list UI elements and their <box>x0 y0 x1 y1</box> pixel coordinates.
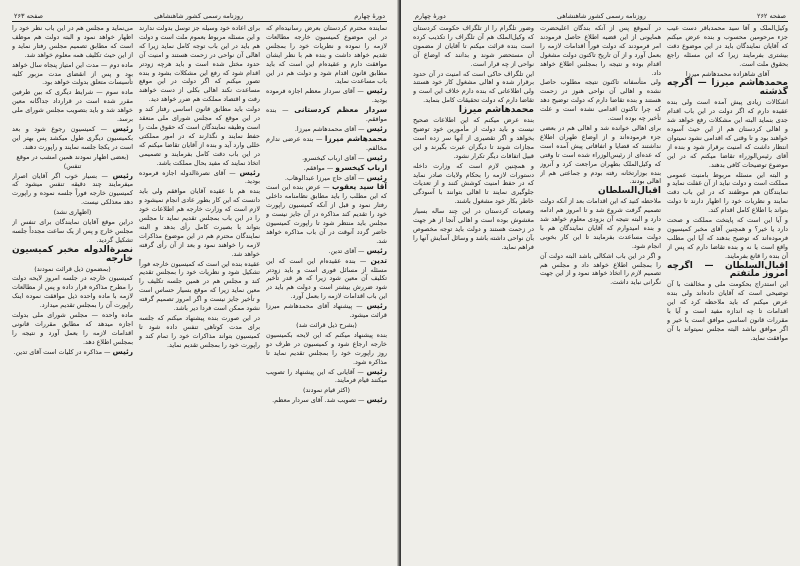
text-column <box>667 24 788 554</box>
speaker-name: رئیس <box>366 301 387 311</box>
paragraph: این استدراج بحکومت ملی و مخالفت با آن توضیحی است که آقایان داده‌اند ولی بنده عرض میکنم که باید ملاحظه کرد که این اقدامات تا چه اندازه مفید است و آیا با مقررات قانون اساسی موافق است یا خیر و اگر موافق نباشد البته مجلس نمیتواند با آن موافقت نماید. <box>667 280 788 342</box>
centered-note: (بعضی اظهار نمودند همین امشب در موقع تنفس) <box>16 152 129 170</box>
paragraph: نماینده محترم کردستان بعرض رسانیده‌ام که در این موضوع کمیسیون خارجه مطالعات لازمه را نموده و نظریات خود را بمجلس تقدیم خواهد داشت و بنده هم با نظر ایشان موافقت دارم و عقیده‌ام این است که باید مطابق قانون اقدام شود و دولت هم در این باب مساعدت نماید. <box>266 24 387 86</box>
speech-text: — بنده عقیده‌ام این است که این مسئله از مسائل فوری است و باید زودتر تکلیف آن معین شود زیرا که هر قدر تأخیر شود ضررش بیشتر است و دولت هم باید در این باب اقدامات لازمه را بعمل آورد. <box>266 256 387 301</box>
speaker-paragraph <box>12 125 133 152</box>
speaker-name: رئیس <box>366 152 387 162</box>
page-header <box>409 8 792 20</box>
speaker-paragraph <box>12 348 133 357</box>
volume-label: دورهٔ چهارم <box>354 12 385 20</box>
speaker-paragraph <box>266 125 387 134</box>
speaker-name: محمدهاشم میرزا <box>324 133 387 143</box>
speech-text: — آقای حاج میرزا عبدالوهاب. <box>284 173 365 182</box>
speaker-name: رئیس <box>112 170 133 180</box>
speech-text: — موافقم. <box>303 163 334 172</box>
paragraph: کمیسیون خارجه در جلسه امروز لایحه دولت را مطرح مذاکره قرار داده و پس از مطالعات لازمه با ماده واحده ذیل موافقت نموده اینک راپورت آن را بمجلس تقدیم میدارد. <box>12 274 133 310</box>
paragraph: وضعیات کردستان در این چند ساله بسیار مغشوش بوده است و اهالی آنجا از هر جهت در زحمت هستند و دولت باید توجه مخصوص بآن نواحی داشته باشد و وسائل آسایش آنها را فراهم نماید. <box>413 207 534 251</box>
paragraph: و البته این مسئله مربوط بامنیت عمومی مملکت است و دولت نباید از آن غفلت نماید و نمایندگان هم موظفند که در این باب دقت نمایند و نظریات خود را اظهار دارند تا دولت بتواند با اطلاع کامل اقدام کند. <box>667 170 788 215</box>
speech-text: — مذاکره در کلیات است آقای تدین. <box>13 347 111 356</box>
paragraph: بنده پیشنهاد میکنم که این لایحه بکمیسیون خارجه ارجاع شود و کمیسیون در ظرف دو روز راپورت خود را بمجلس تقدیم نماید تا مذاکره شود. <box>266 330 387 366</box>
paragraph: بنده هم با عقیده آقایان موافقم ولی باید دانست که این کار بطور عادی انجام نمیشود و لازم است که وزارت خارجه هم اطلاعات خود را در این باب بمجلس تقدیم نماید تا مجلس بتواند با بصیرت کامل رأی بدهد و البته نمایندگان محترم هم در این موضوع مذاکرات لازمه را خواهند نمود و بعد از آن رأی گرفته خواهد شد. <box>139 187 260 258</box>
speech-text: — آقای سردار معظم اجازه فرموده بودید. <box>266 87 387 105</box>
paragraph: این تلگراف حاکی است که امنیت در آن حدود برقرار شده و اهالی مشغول کار خود هستند ولی اطلاعاتی که بنده دارم خلاف این است و تقاضا دارم که دولت تحقیقات کامل بنماید. <box>413 69 534 105</box>
paragraph: اشکالات زیادی پیش آمده است ولی بنده عقیده دارم که اگر دولت در این باب اقدام جدی بنماید البته این مشکلات رفع خواهد شد و اهالی کردستان هم از این حیث آسوده خواهند بود و تا وقتی که اقدامی نشود نمیتوان انتظار داشت که امنیت برقرار شود و بنده از آقای رئیس‌الوزراء تقاضا میکنم که در این موضوع توضیحات کافی بدهند. <box>667 98 788 169</box>
paragraph: می‌نماید و مجلس هم در این باب نظر خود را اظهار خواهد نمود و البته دولت هم موظف است که مطابق تصمیم مجلس رفتار نماید و از این حیث تکلیف همه معلوم خواهد شد. <box>12 24 133 59</box>
text-column <box>12 24 133 554</box>
speaker-name: رئیس <box>366 395 387 405</box>
paragraph: در این صورت بنده پیشنهاد میکنم که جلسه برای مدت کوتاهی تنفس داده شود تا کمیسیون بتواند مذاکرات خود را تمام کند و راپورت خود را بمجلس تقدیم نماید. <box>139 314 260 349</box>
paragraph: ماده سوم — شرایط دیگری که بین طرفین مقرر شده است در قرارداد جداگانه معین خواهد شد و باید بتصویب مجلس شورای ملی برسد. <box>12 88 133 124</box>
paragraph: برای اعاده خود وسیله جز توسل بدولت ندارند و این مسئله مربوط بعموم ملت است و دولت هم باید در این باب توجه کامل نماید زیرا که اهالی آن نواحی در زحمت هستند و امنیت آن حدود مختل شده است و باید هرچه زودتر اقدام شود که رفع این مشکلات بشود و بنده تصور میکنم که اگر دولت در این موقع مساعدت نکند اهالی بکلی از دست خواهند رفت و اقتصاد مملکت هم ضرر خواهد دید. <box>139 24 260 104</box>
text-column <box>139 24 260 554</box>
text-column <box>266 24 387 554</box>
section-heading: محمدهاشم میرزا — اگرچه گذشته <box>667 78 788 98</box>
speech-text: — بنده عرضی ندارم مخالفم. <box>266 134 387 152</box>
speaker-name: آقا سید یعقوب <box>331 182 387 192</box>
paragraph: و آیا این است که پایتخت مملکت و صحت دارد یا خیر؟ و همچنین آقای مخبر کمیسیون فرموده‌اند که توضیح بدهند که آیا این مطلب واقع است یا نه و بنده تقاضا دارم که پس از آن بنده را قانع بفرمایند. <box>667 216 788 260</box>
paragraph: دراین موقع آقایان نمایندگان برای تنفس از مجلس خارج و پس از یک ساعت مجدداً جلسه تشکیل گردید. <box>12 218 133 244</box>
speaker-name: رئیس <box>112 123 133 133</box>
volume-label: دورهٔ چهارم <box>415 12 446 20</box>
text-column <box>540 24 661 554</box>
paragraph: در آنموقع پس از آنکه بندگان اعلیحضرت همایونی از این قضیه اطلاع حاصل فرمودند امر فرمودند که دولت فوراً اقدامات لازمه را بعمل آورد و از آن تاریخ تاکنون دولت مشغول اقدام بوده و نتیجه را بمجلس اطلاع خواهد داد. <box>540 24 661 77</box>
centered-note: (اظهاری نشد) <box>53 208 92 217</box>
speech-text: — بنده موافقم. <box>266 106 387 124</box>
paragraph: و همچنین لازم است که وزارت داخله دستورات لازمه را بحکام ولایات صادر نماید که در حفظ امنیت کوشش کنند و از تعدیات جلوگیری نمایند تا اهالی بتوانند با آسودگی خاطر بکار خود مشغول باشند. <box>413 161 534 206</box>
centered-note: (اکثر قیام نمودند) <box>303 386 350 395</box>
speech-text: — کمیسیون رجوع شود و بعد بکمیسیون دیگری طول میکشد پس بهتر این است در یکجا جلسه نمایند و راپورت دهند. <box>12 124 133 151</box>
speaker-paragraph <box>266 135 387 153</box>
speaker-paragraph <box>139 169 260 187</box>
speech-text: — تصویب شد. آقای سردار معظم. <box>272 396 365 405</box>
text-columns <box>409 24 792 554</box>
speech-text: — عرض بنده این است که این مطلب را باید مطابق نظامنامه داخلی رفتار نمود و قبل از آنکه کمیسیون راپورت خود را تقدیم کند مذاکره در آن جایز نیست و مجلس باید منتظر شود تا راپورت کمیسیون حاضر گردد آنوقت در آن باب مذاکره خواهد شد. <box>266 183 387 245</box>
paragraph: و اگر در این باب اشکالی باشد البته دولت آن را بمجلس اطلاع خواهد داد و مجلس هم تصمیم لازم را اتخاذ خواهد نمود و از این جهت نگرانی نباید داشت. <box>540 251 661 287</box>
speaker-paragraph <box>266 87 387 105</box>
speaker-paragraph <box>266 396 387 405</box>
speaker-name: رئیس <box>239 167 260 177</box>
speech-text: — بسیار خوب اگر آقایان اصرار میفرمایند چند دقیقه تنفس میشود که کمیسیون خارجه فوراً جلسه نموده و راپورت دهد معذلکی نیست. <box>12 171 133 207</box>
speaker-paragraph <box>12 172 133 208</box>
centered-note: (بمضمون ذیل قرائت نمودند) <box>34 264 111 273</box>
speaker-name: رئیس <box>366 123 387 133</box>
paragraph: ولی متأسفانه تاکنون نتیجه مطلوب حاصل نشده و اهالی آن نواحی هنوز در زحمت هستند و بنده تقاضا دارم که دولت توضیح دهد که چرا تاکنون اقدامی نشده است و علت تأخیر چه بوده است. <box>540 78 661 123</box>
speaker-paragraph <box>266 368 387 386</box>
section-heading: اقبال‌السلطان <box>598 186 661 197</box>
paragraph: عقیده بنده این است که کمیسیون خارجه فوراً تشکیل شود و نظریات خود را بمجلس تقدیم کند و مجلس هم در همین جلسه تکلیف را معین نماید زیرا که موقع بسیار حساس است و تأخیر جایز نیست و اگر امروز تصمیم گرفته نشود ممکن است فردا دیر باشد. <box>139 259 260 313</box>
journal-title: روزنامه رسمی کشور شاهنشاهی <box>154 12 244 20</box>
page-number: صفحه ۲۶۳ <box>14 12 44 20</box>
text-column <box>413 24 534 554</box>
speaker-name: رئیس <box>366 86 387 96</box>
speech-text: — آقای تدین. <box>328 246 365 255</box>
paragraph: ماده دوم — مدت این امتیاز پنجاه سال خواهد بود و پس از انقضای مدت مزبور کلیه تأسیسات متعلق بدولت خواهد بود. <box>12 60 133 87</box>
section-heading: اقبال‌السلطان — اگرچه امروز ملتفتم <box>667 260 788 280</box>
section-heading: محمدهاشم میرزا <box>458 105 534 116</box>
speaker-name: تدین <box>370 255 387 265</box>
speaker-paragraph <box>266 164 387 173</box>
speaker-paragraph <box>266 183 387 245</box>
section-heading: نصرة‌الدوله مخبر کمیسیون خارجه <box>12 244 133 264</box>
speaker-name: سردار معظم کردستانی <box>294 105 387 115</box>
speaker-name: رئیس <box>366 245 387 255</box>
speaker-name: ارباب کیخسرو <box>335 162 387 172</box>
header-rule <box>12 21 387 22</box>
speaker-name: رئیس <box>366 172 387 182</box>
speaker-paragraph <box>266 257 387 302</box>
speech-text: — آقای محمدهاشم میرزا. <box>294 124 365 133</box>
page-number: صفحه ۲۶۲ <box>756 12 786 20</box>
paragraph: وضور تلگرام را از تلگراف حکومت کردستان که وکیل‌الملک هم آن تلگراف را تکذیب کرده است بنده قرائت میکنم تا آقایان از مضمون آن مستحضر شوند و بدانند که اوضاع آن نواحی از چه قرار است. <box>413 24 534 68</box>
header-rule <box>413 21 788 22</box>
speaker-paragraph <box>266 106 387 124</box>
speech-text: — آقایانی که این پیشنهاد را تصویب میکنند قیام فرمایند. <box>266 367 387 385</box>
paragraph: ماده واحده — مجلس شورای ملی بدولت اجازه میدهد که مطابق مقررات قانونی اقدامات لازمه را بعمل آورد و نتیجه را بمجلس اطلاع دهد. <box>12 311 133 346</box>
centered-note: آقای شاهزاده محمدهاشم میرزا <box>685 69 770 78</box>
paragraph: ملاحظه کنید که این اقدامات بعد از آنکه دولت تصمیم گرفت شروع شد و تا امروز هم ادامه دارد و البته نتیجه آن بزودی معلوم خواهد شد و بنده امیدوارم که آقایان نمایندگان هم با دولت مساعدت بفرمایند تا این کار بخوبی انجام شود. <box>540 197 661 250</box>
page-header <box>8 8 391 20</box>
paragraph: برای اهالی خوانده شد و اهالی هم در بعضی جزء فرموده‌اند و از اوضاع طهران اطلاع نداشتند که قضایا و اتفاقاتی پیش آمده است که عده‌ای از رئیس‌الوزراء شده است تا وقتی که وکیل‌الملک بطهران مراجعت کرد و آنروز بنده بوزارتخانه رفته بودم و جماعتی هم از اهالی بودند. <box>540 123 661 186</box>
journal-title: روزنامه رسمی کشور شاهنشاهی <box>556 12 646 20</box>
speech-text: — آقای نصرة‌الدوله اجازه فرموده بودید. <box>139 168 260 186</box>
paragraph: دولت باید مطابق قانون اساسی رفتار کند و در این موقع که مجلس شورای ملی منعقد است وظیفه نمایندگان است که حقوق ملت را حفظ نمایند و نگذارند که در امور مملکتی خللی وارد آید و بنده از آقایان تقاضا میکنم که در این باب دقت کامل بفرمایند و تصمیمی اتخاذ نمایند که مفید بحال مملکت باشد. <box>139 105 260 167</box>
speaker-paragraph <box>266 154 387 163</box>
paragraph: وکیل‌الملک و آقا سید محمدباقر دست غیب جزء مرحومین محسوب و بنده عرض میکنم که آقایان نمایندگان باید در این موضوع دقت بیشتری بفرمایند زیرا که این مسئله راجع بحقوق ملت است. <box>667 24 788 68</box>
speaker-name: رئیس <box>366 366 387 376</box>
paragraph: بنده عرض میکنم که این اطلاعات صحیح نیست و باید دولت از مأمورین خود توضیح بخواهد و اگر تقصیری از آنها سر زده است مجازات شوند تا دیگران عبرت بگیرند و این قبیل اتفاقات دیگر تکرار نشود. <box>413 116 534 160</box>
speech-text: — پیشنهاد آقای محمدهاشم میرزا قرائت میشود. <box>266 302 387 320</box>
newspaper-page-left <box>0 0 399 566</box>
speech-text: — آقای ارباب کیخسرو. <box>302 153 365 162</box>
speaker-paragraph <box>266 247 387 256</box>
speaker-name: رئیس <box>112 346 133 356</box>
newspaper-page-right <box>401 0 800 566</box>
centered-note: (بشرح ذیل قرائت شد) <box>296 321 357 329</box>
speaker-paragraph <box>266 302 387 320</box>
text-columns <box>8 24 391 554</box>
